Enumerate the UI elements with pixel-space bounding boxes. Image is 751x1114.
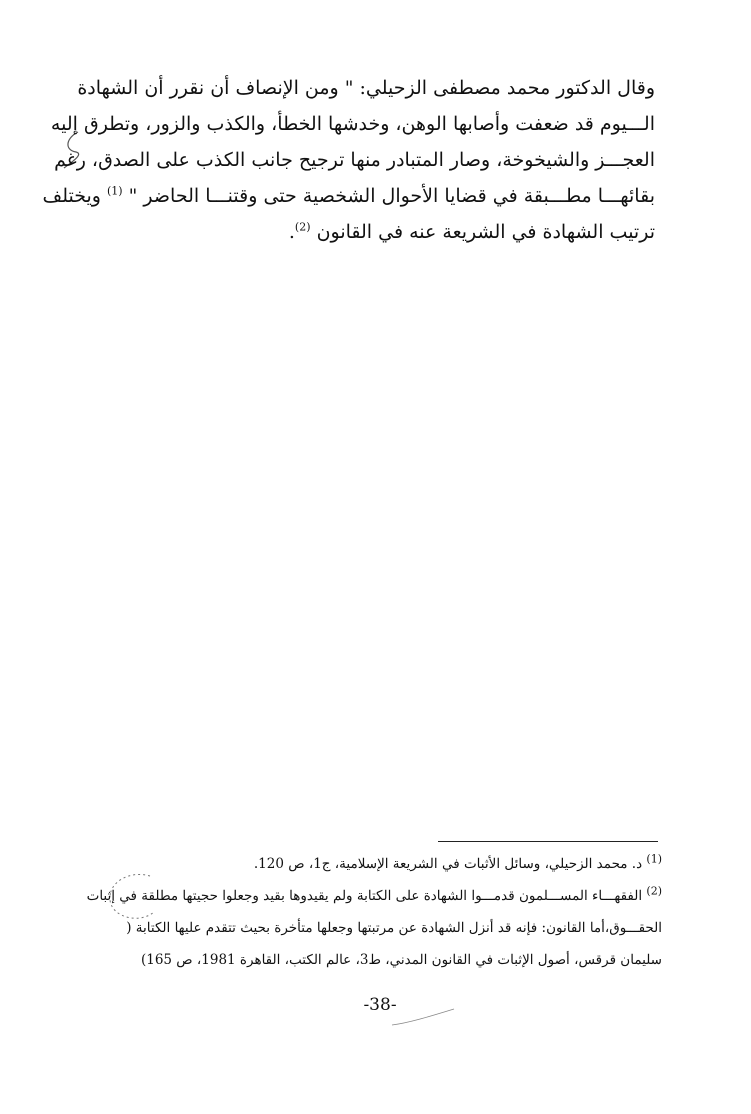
paragraph-line-1: وقال الدكتور محمد مصطفى الزحيلي: " ومن الإنصاف أن نقرر أن الشهادة <box>77 77 655 99</box>
paragraph-line-4-tail: ويختلف <box>42 185 101 207</box>
paragraph-line-5-text: ترتيب الشهادة في الشريعة عنه في القانون <box>316 221 655 243</box>
handwritten-scribble-mark <box>388 1005 458 1029</box>
footnote-1 <box>90 848 662 880</box>
footnote-1-number: (1) <box>646 852 662 866</box>
paragraph-line-4-text: بقائهـــا مطـــبقة في قضايا الأحوال الشخصية حتى وقتنـــا الحاضر " <box>128 185 655 207</box>
paragraph-line-3: العجـــز والشيخوخة، وصار المتبادر منها ترجيح جانب الكذب على الصدق، رغم <box>54 149 655 171</box>
footnote-2-line-3: سليمان قرقس، أصول الإثبات في القانون المدني، ط3، عالم الكتب، القاهرة 1981، ص 165) <box>140 952 662 968</box>
footnote-ref-2: (2) <box>294 220 311 234</box>
footnote-2-number: (2) <box>646 884 662 898</box>
page-number: -38- <box>363 995 397 1015</box>
paragraph-line-5 <box>95 214 655 250</box>
footnote-2-line-2: الحقـــوق،أما القانون: فإنه قد أنزل الشهادة عن مرتبتها وجعلها متأخرة بحيث تتقدم عليها الكتابة ( <box>126 920 662 936</box>
footnote-2-line-1 <box>86 880 662 912</box>
paragraph-line-4 <box>42 178 655 214</box>
footnotes-section <box>86 848 662 976</box>
paragraph-line-2: الـــيوم قد ضعفت وأصابها الوهن، وخدشها الخطأ، والكذب والزور، وتطرق إليه <box>50 113 655 135</box>
footnote-ref-1: (1) <box>107 184 123 198</box>
main-paragraph <box>42 70 655 250</box>
footnote-2-text-1: الفقهـــاء المســـلمون قدمـــوا الشهادة على الكتابة ولم يقيدوها بقيد وجعلوا حجيتها مطلقة في إثبات <box>86 888 643 904</box>
footnote-separator <box>438 841 658 842</box>
footnote-1-text: د. محمد الزحيلي، وسائل الأثبات في الشريعة الإسلامية، ج1، ص 120. <box>253 856 643 872</box>
paragraph-line-5-tail: . <box>288 221 295 243</box>
